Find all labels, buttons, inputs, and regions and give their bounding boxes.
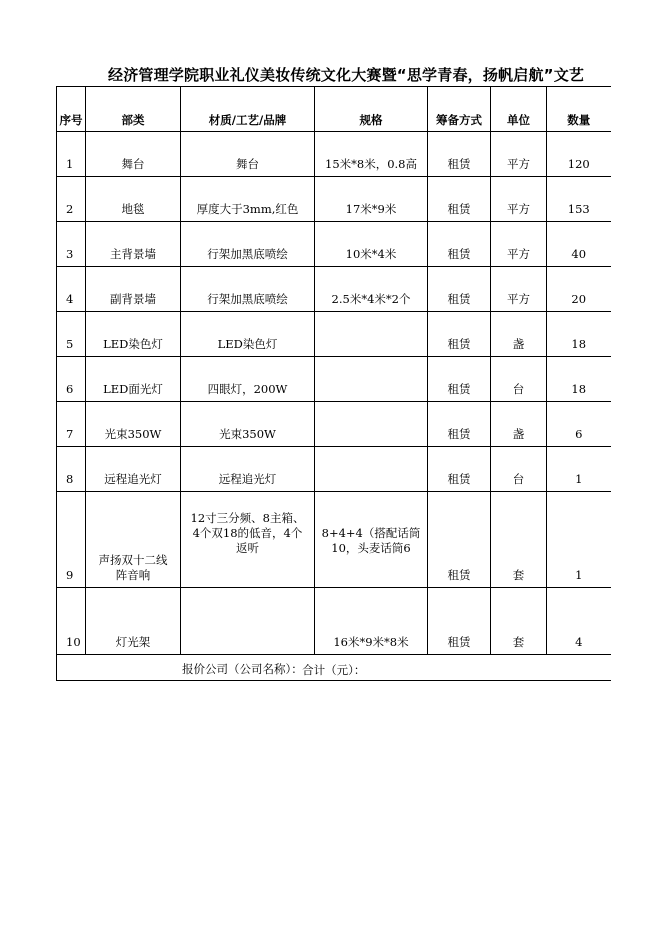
cell-unit: 平方 xyxy=(491,222,547,267)
cell-material xyxy=(181,588,315,655)
cell-category: 光束350W xyxy=(86,402,181,447)
total-row xyxy=(57,655,611,681)
table-row xyxy=(57,447,611,492)
cell-spec xyxy=(315,312,428,357)
cell-spec xyxy=(315,492,428,588)
cell-unit: 套 xyxy=(491,588,547,655)
header-row xyxy=(57,87,611,132)
table-row xyxy=(57,222,611,267)
cell-qty: 153 xyxy=(547,177,611,222)
quotation-table xyxy=(56,86,611,681)
cell-category: 地毯 xyxy=(86,177,181,222)
cell-category: 远程追光灯 xyxy=(86,447,181,492)
cell-material: 四眼灯，200W xyxy=(181,357,315,402)
cell-index: 10 xyxy=(57,588,86,655)
cell-method: 租赁 xyxy=(428,222,491,267)
cell-index: 3 xyxy=(57,222,86,267)
cell-material: LED染色灯 xyxy=(181,312,315,357)
cell-index: 5 xyxy=(57,312,86,357)
cell-unit: 套 xyxy=(491,492,547,588)
cell-material: 光束350W xyxy=(181,402,315,447)
cell-line: 声扬双十二线 xyxy=(98,553,168,567)
cell-category: LED染色灯 xyxy=(86,312,181,357)
cell-line: 10，头麦话筒6 xyxy=(331,541,411,555)
cell-spec: 2.5米*4米*2个 xyxy=(315,267,428,312)
cell-line: 12寸三分频、8主箱、 xyxy=(190,511,305,525)
cell-qty: 120 xyxy=(547,132,611,177)
cell-unit: 盏 xyxy=(491,402,547,447)
cell-method: 租赁 xyxy=(428,177,491,222)
cell-category: 灯光架 xyxy=(86,588,181,655)
cell-unit: 平方 xyxy=(491,177,547,222)
cell-method: 租赁 xyxy=(428,588,491,655)
cell-spec: 16米*9米*8米 xyxy=(315,588,428,655)
cell-index: 4 xyxy=(57,267,86,312)
cell-line: 阵音响 xyxy=(115,568,151,582)
cell-category: 副背景墙 xyxy=(86,267,181,312)
cell-qty: 20 xyxy=(547,267,611,312)
total-label: 合计（元）： xyxy=(57,655,611,681)
cell-line: 8+4+4（搭配话筒 xyxy=(321,526,421,540)
cell-index: 6 xyxy=(57,357,86,402)
table-row xyxy=(57,588,611,655)
table-row xyxy=(57,267,611,312)
cell-spec: 15米*8米，0.8高 xyxy=(315,132,428,177)
cell-index: 1 xyxy=(57,132,86,177)
table-row xyxy=(57,312,611,357)
header-material: 材质/工艺/品牌 xyxy=(181,87,315,132)
document-title: 经济管理学院职业礼仪美妆传统文化大赛暨“思学青春，扬帆启航”文艺 xyxy=(108,66,585,84)
cell-index: 8 xyxy=(57,447,86,492)
table-row xyxy=(57,132,611,177)
cell-method: 租赁 xyxy=(428,447,491,492)
cell-material: 远程追光灯 xyxy=(181,447,315,492)
cell-spec: 10米*4米 xyxy=(315,222,428,267)
cell-line: 4个双18的低音，4个 xyxy=(192,526,303,540)
cell-material: 行架加黑底喷绘 xyxy=(181,222,315,267)
header-spec: 规格 xyxy=(315,87,428,132)
cell-qty: 4 xyxy=(547,588,611,655)
cell-unit: 平方 xyxy=(491,132,547,177)
header-method: 筹备方式 xyxy=(428,87,491,132)
cell-qty: 18 xyxy=(547,357,611,402)
cell-method: 租赁 xyxy=(428,267,491,312)
header-index: 序号 xyxy=(57,87,86,132)
cell-unit: 盏 xyxy=(491,312,547,357)
table-row xyxy=(57,357,611,402)
cell-method: 租赁 xyxy=(428,312,491,357)
cell-material xyxy=(181,492,315,588)
cell-unit: 台 xyxy=(491,447,547,492)
cell-spec: 17米*9米 xyxy=(315,177,428,222)
table-row xyxy=(57,177,611,222)
cell-index: 9 xyxy=(57,492,86,588)
cell-method: 租赁 xyxy=(428,492,491,588)
quote-company-label: 报价公司（公司名称）： xyxy=(182,662,303,676)
cell-material: 舞台 xyxy=(181,132,315,177)
cell-qty: 6 xyxy=(547,402,611,447)
header-category: 部类 xyxy=(86,87,181,132)
table-row xyxy=(57,402,611,447)
cell-qty: 18 xyxy=(547,312,611,357)
cell-spec xyxy=(315,402,428,447)
cell-category: 主背景墙 xyxy=(86,222,181,267)
table-row xyxy=(57,492,611,588)
cell-material: 行架加黑底喷绘 xyxy=(181,267,315,312)
header-unit: 单位 xyxy=(491,87,547,132)
cell-category xyxy=(86,492,181,588)
cell-index: 7 xyxy=(57,402,86,447)
cell-method: 租赁 xyxy=(428,357,491,402)
cell-unit: 平方 xyxy=(491,267,547,312)
cell-method: 租赁 xyxy=(428,132,491,177)
cell-qty: 40 xyxy=(547,222,611,267)
header-qty: 数量 xyxy=(547,87,611,132)
cell-unit: 台 xyxy=(491,357,547,402)
cell-spec xyxy=(315,357,428,402)
cell-line: 返听 xyxy=(236,541,259,555)
cell-category: LED面光灯 xyxy=(86,357,181,402)
cell-material: 厚度大于3mm,红色 xyxy=(181,177,315,222)
cell-qty: 1 xyxy=(547,492,611,588)
cell-index: 2 xyxy=(57,177,86,222)
cell-method: 租赁 xyxy=(428,402,491,447)
cell-qty: 1 xyxy=(547,447,611,492)
cell-category: 舞台 xyxy=(86,132,181,177)
cell-spec xyxy=(315,447,428,492)
